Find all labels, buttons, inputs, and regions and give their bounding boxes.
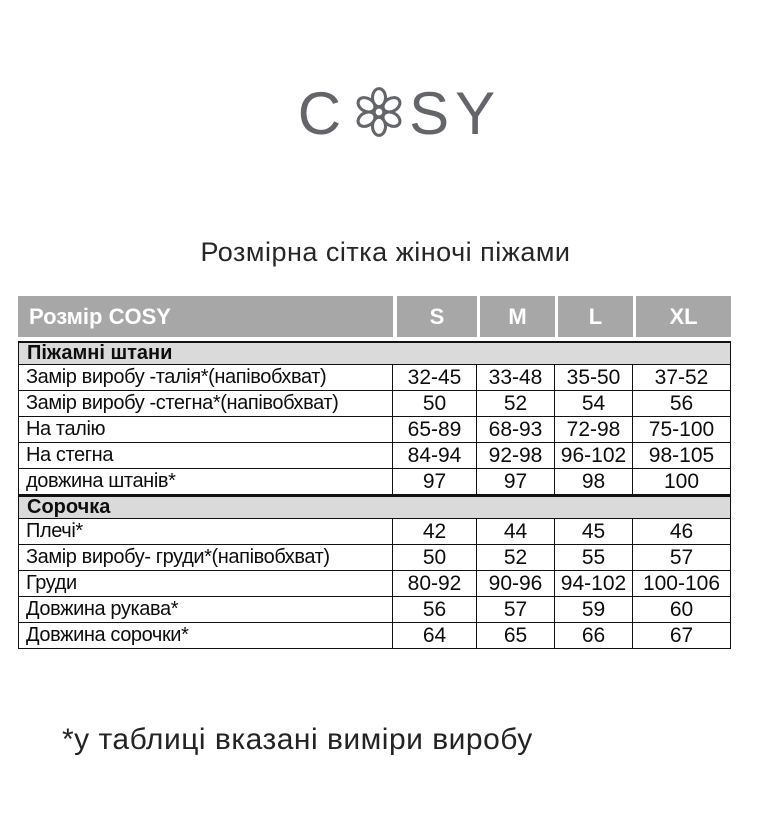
cell-value: 60 <box>633 597 731 623</box>
cell-value: 84-94 <box>393 443 477 469</box>
cell-value: 56 <box>393 597 477 623</box>
table-row <box>18 417 731 443</box>
table-row <box>18 623 731 649</box>
table-row <box>18 545 731 571</box>
section-row-pants <box>18 341 731 365</box>
cell-value: 67 <box>633 623 731 649</box>
row-label: Замір виробу -стегна*(напівобхват) <box>18 391 393 417</box>
cell-value: 55 <box>555 545 633 571</box>
section-title: Піжамні штани <box>18 341 731 365</box>
header-label: Розмір COSY <box>18 296 393 337</box>
flower-icon <box>352 85 406 144</box>
cell-value: 100 <box>633 469 731 495</box>
section-title: Сорочка <box>18 495 731 519</box>
cell-value: 33-48 <box>477 365 555 391</box>
row-label: довжина штанів* <box>18 469 393 495</box>
size-table <box>18 296 731 649</box>
header-size-l: L <box>555 296 633 337</box>
header-size-s: S <box>393 296 477 337</box>
cell-value: 90-96 <box>477 571 555 597</box>
cell-value: 72-98 <box>555 417 633 443</box>
row-label: Замір виробу- груди*(напівобхват) <box>18 545 393 571</box>
table-header-row <box>18 296 731 337</box>
table-row <box>18 519 731 545</box>
cell-value: 57 <box>477 597 555 623</box>
cell-value: 97 <box>393 469 477 495</box>
cell-value: 59 <box>555 597 633 623</box>
row-label: Груди <box>18 571 393 597</box>
row-label: На талію <box>18 417 393 443</box>
brand-logo <box>14 80 771 147</box>
logo-letters-sy: SY <box>409 80 502 147</box>
table-row <box>18 469 731 495</box>
cell-value: 50 <box>393 545 477 571</box>
cell-value: 46 <box>633 519 731 545</box>
page-title: Розмірна сітка жіночі піжами <box>200 237 571 267</box>
cell-value: 100-106 <box>633 571 731 597</box>
cell-value: 44 <box>477 519 555 545</box>
cell-value: 57 <box>633 545 731 571</box>
cell-value: 56 <box>633 391 731 417</box>
header-size-m: M <box>477 296 555 337</box>
table-row <box>18 391 731 417</box>
section-row-shirt <box>18 495 731 519</box>
table-row <box>18 443 731 469</box>
row-label: Замір виробу -талія*(напівобхват) <box>18 365 393 391</box>
table-row <box>18 597 731 623</box>
cell-value: 98 <box>555 469 633 495</box>
row-label: Довжина рукава* <box>18 597 393 623</box>
logo-letter-c: C <box>297 80 348 147</box>
cell-value: 37-52 <box>633 365 731 391</box>
cell-value: 65 <box>477 623 555 649</box>
cell-value: 65-89 <box>393 417 477 443</box>
row-label: Плечі* <box>18 519 393 545</box>
cell-value: 32-45 <box>393 365 477 391</box>
cell-value: 45 <box>555 519 633 545</box>
footnote: *у таблиці вказані виміри виробу <box>62 723 533 756</box>
cell-value: 68-93 <box>477 417 555 443</box>
cell-value: 94-102 <box>555 571 633 597</box>
cell-value: 66 <box>555 623 633 649</box>
cell-value: 50 <box>393 391 477 417</box>
cell-value: 42 <box>393 519 477 545</box>
cell-value: 92-98 <box>477 443 555 469</box>
table-row <box>18 365 731 391</box>
cell-value: 97 <box>477 469 555 495</box>
cell-value: 64 <box>393 623 477 649</box>
cell-value: 75-100 <box>633 417 731 443</box>
cell-value: 96-102 <box>555 443 633 469</box>
row-label: Довжина сорочки* <box>18 623 393 649</box>
row-label: На стегна <box>18 443 393 469</box>
cell-value: 52 <box>477 391 555 417</box>
header-size-xl: XL <box>633 296 731 337</box>
cell-value: 98-105 <box>633 443 731 469</box>
cell-value: 35-50 <box>555 365 633 391</box>
cell-value: 80-92 <box>393 571 477 597</box>
cell-value: 52 <box>477 545 555 571</box>
table-row <box>18 571 731 597</box>
cell-value: 54 <box>555 391 633 417</box>
